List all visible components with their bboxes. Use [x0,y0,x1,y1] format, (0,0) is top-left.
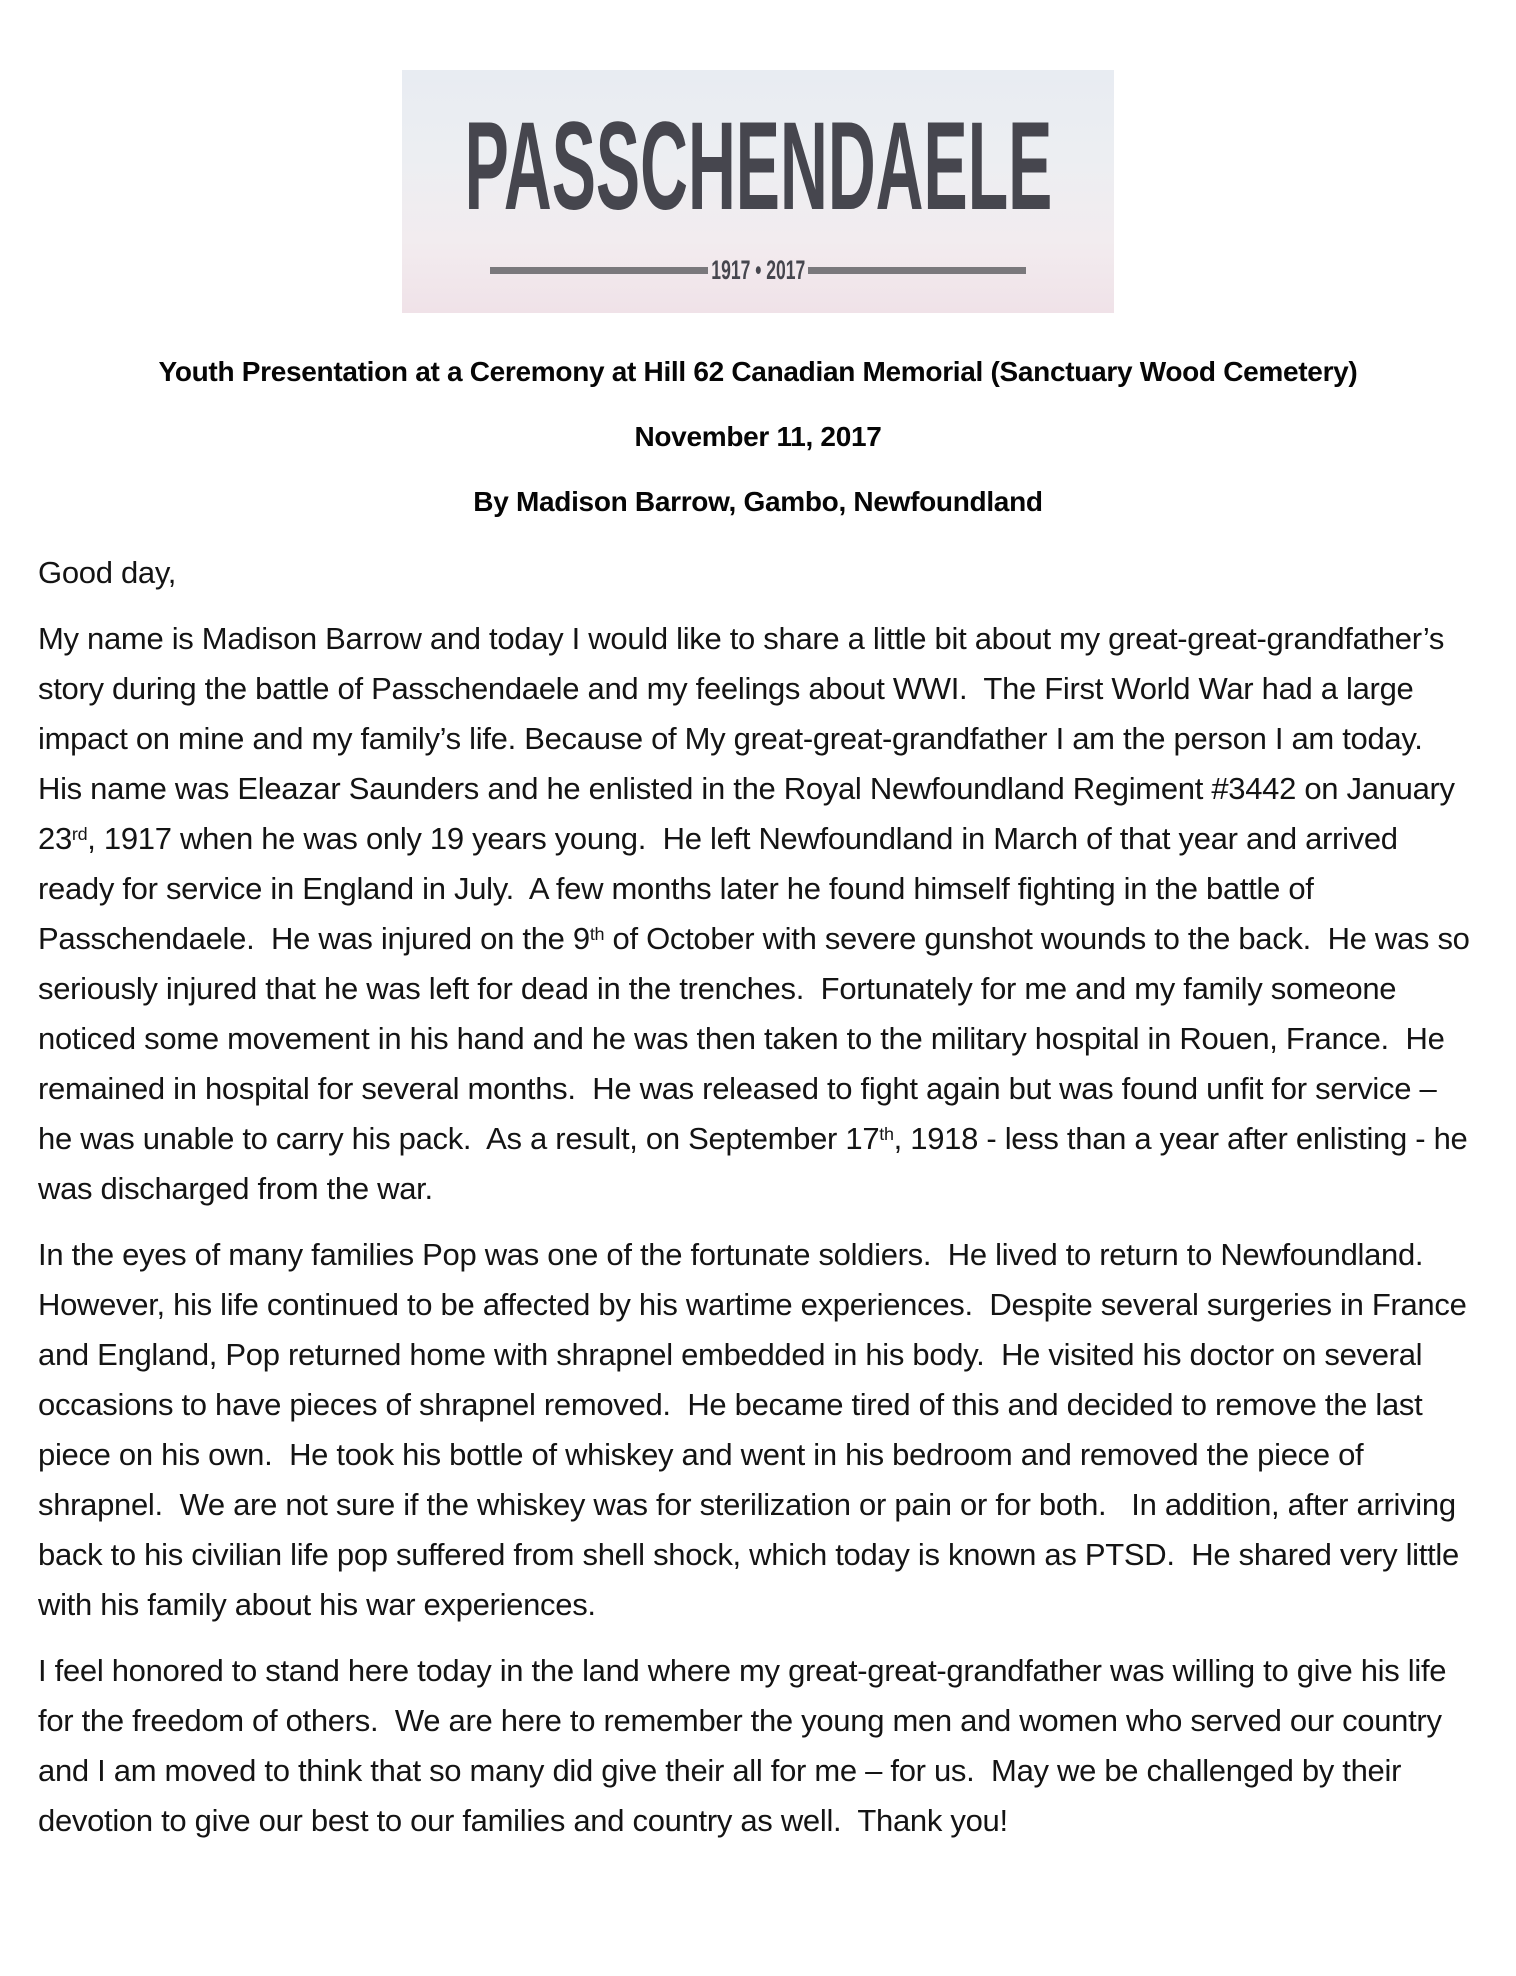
speech-body [38,548,1478,1846]
logo-years: 1917 • 2017 [711,255,805,285]
logo-divider-right [808,267,1026,274]
paragraph-2: In the eyes of many families Pop was one of the fortunate soldiers. He lived to return to Newfoundland. However, his life continued to be affected by his wartime experiences. Despite several surgeries in France and England, Pop returned home with shrapnel embedded in his body. He visited his doctor on several occasions to have pieces of shrapnel removed. He became tired of this and decided to remove the last piece on his own. He took his bottle of whiskey and went in his bedroom and removed the piece of shrapnel. We are not sure if the whiskey was for sterilization or pain or for both. In addition, after arriving back to his civilian life pop suffered from shell shock, which today is known as PTSD. He shared very little with his family about his war experiences. [38,1237,1475,1622]
paragraph-3: I feel honored to stand here today in the land where my great-great-grandfather was willing to give his life for the freedom of others. We are here to remember the young men and women who served our country and I am moved to think that so many did give their all for me – for us. May we be challenged by their devotion to give our best to our families and country as well. Thank you! [38,1653,1455,1838]
logo-divider-left [490,267,708,274]
passchendaele-logo-banner [402,70,1114,313]
heading-title: Youth Presentation at a Ceremony at Hill 62 Canadian Memorial (Sanctuary Wood Cemetery) [158,356,1358,387]
heading-author: By Madison Barrow, Gambo, Newfoundland [473,486,1043,517]
salutation: Good day, [38,555,177,590]
logo-title: PASSCHENDAELE [464,97,1052,236]
logo-years-row [402,255,1114,286]
heading-block [0,353,1516,521]
heading-date: November 11, 2017 [634,421,882,452]
paragraph-1: My name is Madison Barrow and today I would like to share a little bit about my great-great-grandfather’s story during the battle of Passchendaele and my feelings about WWI. The First World War had a large impact on mine and my family’s life. Because of My great-great-grandfather I am the person I am today. His name was Eleazar Saunders and he enlisted in the Royal Newfoundland Regiment #3442 on January 23rd, 1917 when he was only 19 years young. He left Newfoundland in March of that year and arrived ready for service in England in July. A few months later he found himself fighting in the battle of Passchendaele. He was injured on the 9th of October with severe gunshot wounds to the back. He was so seriously injured that he was left for dead in the trenches. Fortunately for me and my family someone noticed some movement in his hand and he was then taken to the military hospital in Rouen, France. He remained in hospital for several months. He was released to fight again but was found unfit for service – he was unable to carry his pack. As a result, on September 17th, 1918 - less than a year after enlisting - he was discharged from the war. [38,621,1478,1206]
